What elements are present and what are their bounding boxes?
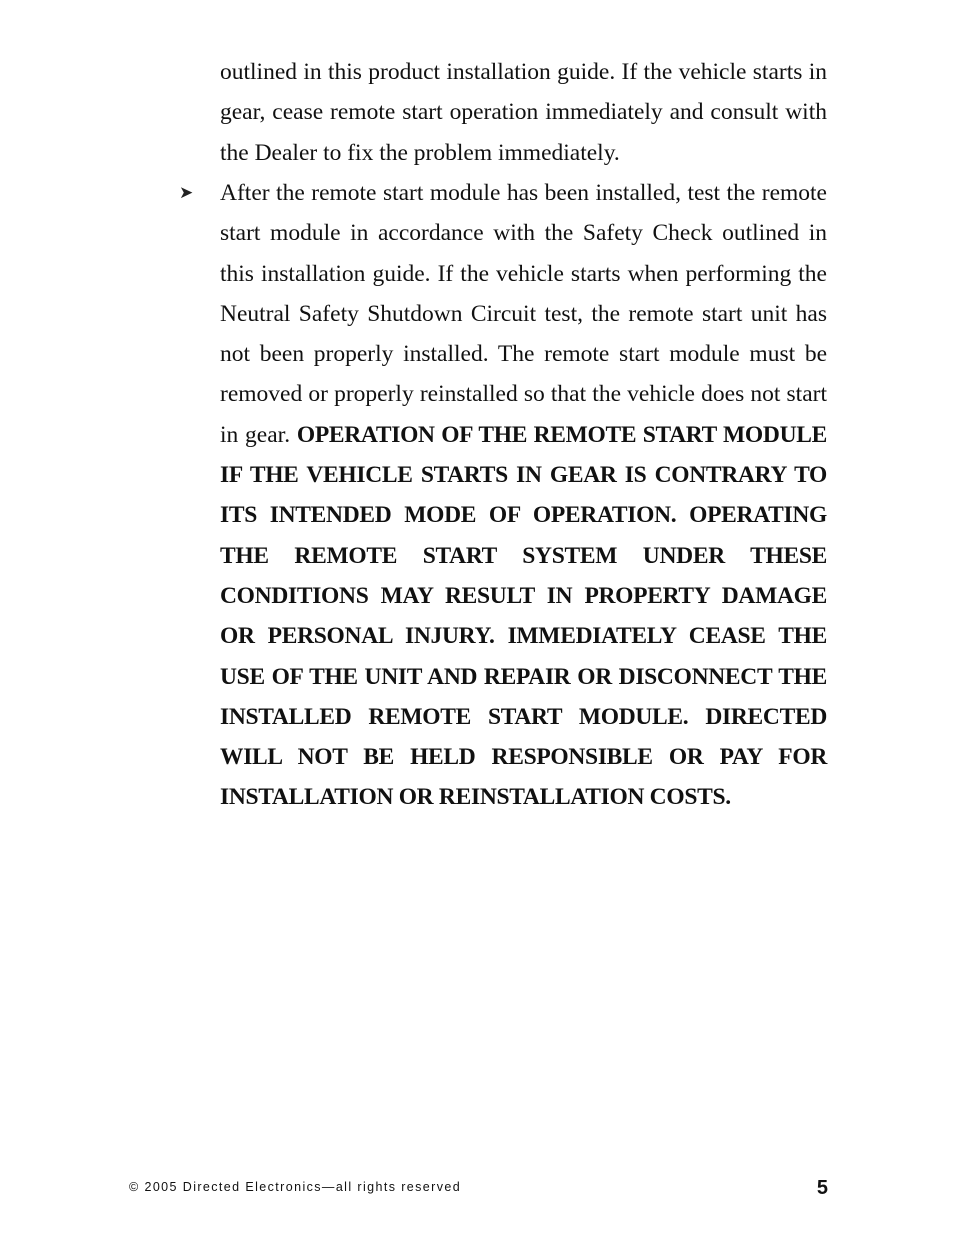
page-number: 5 [816, 1177, 828, 1199]
continuation-paragraph: outlined in this product installation guide. If the vehicle starts in gear, cease remote start operation immediately and consult with the Dealer to fix the problem immediately. [220, 59, 827, 166]
footer-copyright: © 2005 Directed Electronics—all rights reserved [129, 1180, 462, 1194]
bullet-paragraph-text: After the remote start module has been installed, test the remote start module in accordance with the Safety Check outlined in this installation guide. If the vehicle starts when performing the Neutral Safety Shutdown Circuit test, the remote start unit has not been properly installed. The remote start module must be removed or properly reinstalled so that the vehicle does not start in gear. [220, 180, 827, 448]
arrow-bullet-icon: ➤ [179, 183, 194, 203]
bullet-paragraph [220, 173, 827, 818]
warning-text: OPERATION OF THE REMOTE START MODULE IF THE VEHICLE STARTS IN GEAR IS CONTRARY TO ITS INTENDED MODE OF OPERATION. OPERATING THE REMOTE START SYSTEM UNDER THESE CONDITIONS MAY RESULT IN PROPERTY DAMAGE OR PERSONAL INJURY. IMMEDIATELY CEASE THE USE OF THE UNIT AND REPAIR OR DISCONNECT THE INSTALLED REMOTE START MODULE. DIRECTED WILL NOT BE HELD RESPONSIBLE OR PAY FOR INSTALLATION OR REINSTALLATION COSTS. [220, 421, 828, 811]
